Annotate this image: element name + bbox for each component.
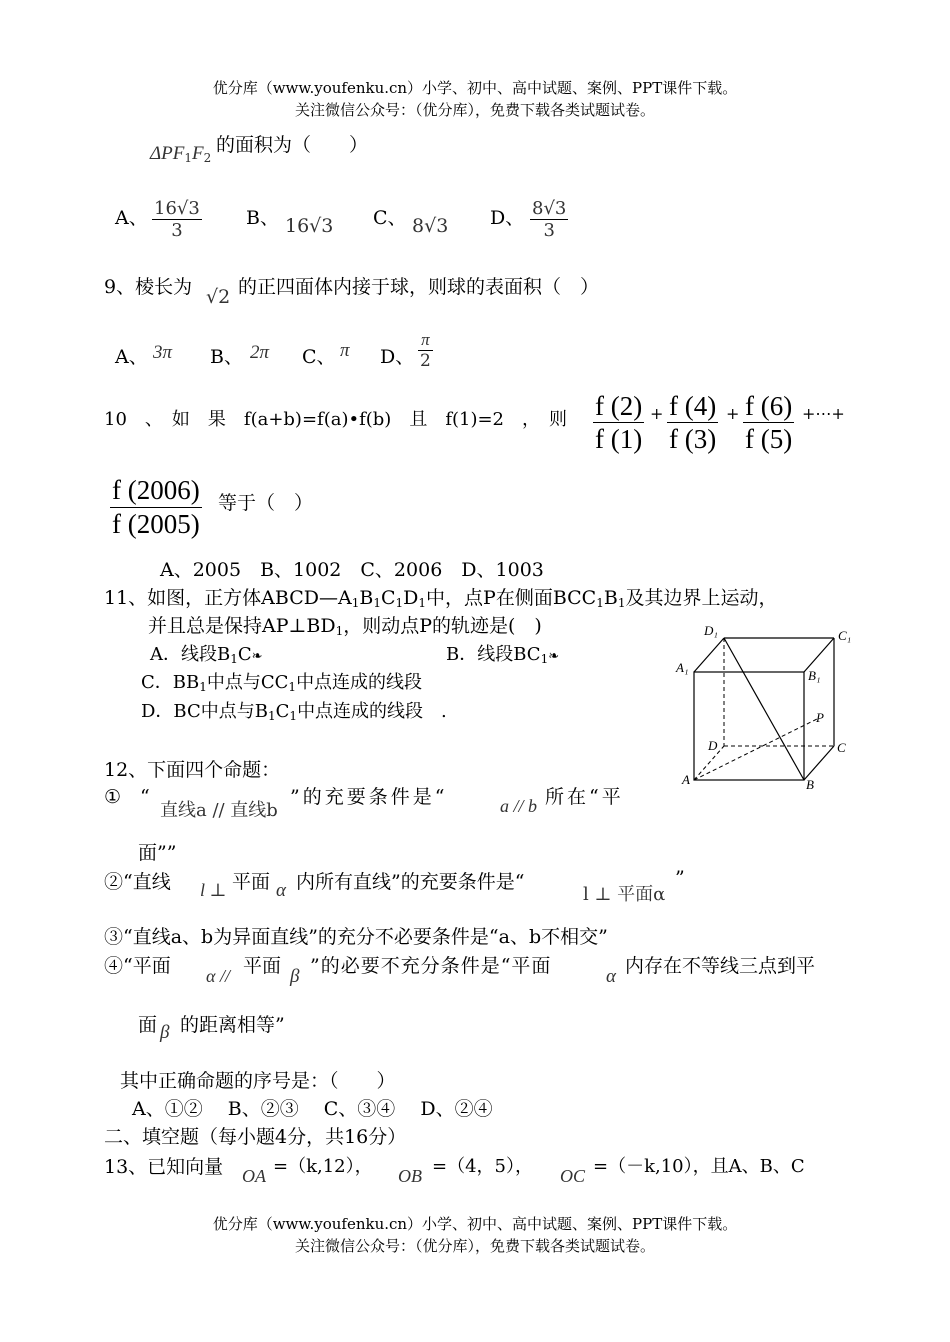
q12-p1-math-2: a // b [500, 796, 538, 816]
q11-line-2: 并且总是保持$AP\perp BD_1$，则动点P的轨迹是( ) [148, 615, 542, 638]
q8-opt-d-label: D、 [490, 207, 525, 229]
q12-p4-a: ④“平面 [104, 955, 171, 977]
q12-p1-a: ① “ [104, 786, 150, 808]
q8-text: 的面积为（ ） [216, 134, 369, 156]
q12-p4-math-3: α [606, 966, 616, 987]
mouse-glyph-icon: ❧ [251, 649, 263, 664]
label-d1: D₁ [704, 623, 718, 638]
q8-triangle: $\Delta PF_1F_2$ [150, 143, 212, 165]
q8-opt-d-frac: $\frac{8√3}{3}$ [532, 198, 567, 241]
label-d: D [708, 738, 718, 753]
q8-opt-b: 16√3 [285, 215, 334, 237]
q9-suffix: 的正四面体内接于球，则球的表面积（ ） [238, 276, 600, 298]
q9-opt-c: π [340, 340, 350, 361]
q11-opt-c: C．$BB_1$中点与$CC_1$中点连成的线段 [141, 672, 423, 694]
q12-p4-f: 的距离相等” [180, 1014, 285, 1036]
label-b1: B₁ [808, 668, 821, 683]
q12-p4-e: 面 [138, 1014, 158, 1036]
q9-opt-d-frac: $\frac{\pi}{2}$ [420, 330, 431, 371]
q10-prefix: 10 、 如 果 f(a+b)=f(a)•f(b) 且 f(1)=2 ， 则 [104, 409, 568, 430]
q9-opt-d-label: D、 [380, 346, 415, 368]
q11-opt-b: B．线段$BC_1❧$ [446, 644, 560, 666]
q12-p2-math-3: l ⊥ 平面α [583, 884, 666, 905]
q13-ob: OB [398, 1166, 422, 1186]
q12-p4-b: 平面 [243, 955, 282, 977]
q8-opt-a-label: A、 [115, 207, 148, 229]
label-c1: C₁ [838, 628, 852, 643]
q12-p1-b: ”的充要条件是“ [290, 786, 448, 808]
label-c: C [837, 740, 846, 755]
q10-frac-4: $\frac{f (2006)}{f (2005)}$ [112, 475, 200, 539]
q12-p2-c: 内所有直线”的充要条件是“ [296, 871, 525, 893]
section-2-title: 二、填空题（每小题4分，共16分） [104, 1126, 407, 1148]
q13-c: =（4，5）， [432, 1156, 533, 1177]
q8-opt-a-frac: $\frac{16√3}{3}$ [154, 198, 200, 241]
q12-p2-b: 平面 [232, 871, 271, 893]
q9-prefix: 9、棱长为 [104, 276, 193, 298]
q13-a: 13、已知向量 [104, 1156, 224, 1178]
footer-line-1: 优分库（www.youfenku.cn）小学、初中、高中试题、案例、PPT课件下载。 [212, 1215, 738, 1233]
q13-oa: OA [242, 1166, 266, 1186]
q11-opt-d: D．BC中点与$B_1C_1$中点连成的线段 . [141, 701, 447, 723]
q12-p4-math-2: β [290, 966, 300, 987]
q12-p2-math-2: α [276, 880, 286, 901]
q10-frac-2: $\frac{f (4)}{f (3)}$ [669, 391, 717, 454]
q12-p2-a: ②“直线 [104, 871, 171, 893]
q13-b: =（k,12）， [273, 1156, 373, 1177]
q10-tail: +⋯+ [802, 404, 845, 423]
q12-p1-c: 所在“平 [545, 786, 624, 808]
q9-opt-b-label: B、 [210, 346, 243, 368]
q13-d: =（－k,10），且A、B、C [593, 1156, 805, 1177]
q10-equals: 等于（ ） [218, 492, 314, 514]
q12-p4-d: 内存在不等线三点到平 [625, 955, 816, 977]
header-line-2: 关注微信公众号：（优分库），免费下载各类试题试卷。 [294, 101, 655, 119]
q9-opt-c-label: C、 [302, 346, 336, 368]
footer-line-2: 关注微信公众号：（优分库），免费下载各类试题试卷。 [294, 1237, 655, 1255]
label-p: P [816, 710, 824, 725]
q12-p2-math-1: l ⊥ [200, 880, 227, 900]
header-line-1: 优分库（www.youfenku.cn）小学、初中、高中试题、案例、PPT课件下载。 [212, 79, 738, 97]
q9-root: √2 [206, 286, 231, 308]
q9-opt-a: 3π [153, 342, 173, 363]
q12-options: A、①② B、②③ C、③④ D、②④ [132, 1098, 493, 1120]
q9-opt-b: 2π [250, 342, 270, 363]
cube-diagonal-d1b [724, 638, 804, 780]
cube-front-face [694, 672, 804, 780]
q10-frac-3: $\frac{f (6)}{f (5)}$ [745, 391, 793, 454]
q12-p3: ③“直线a、b为异面直线”的充分不必要条件是“a、b不相交” [104, 926, 608, 948]
q12-p2-d: ” [675, 867, 685, 889]
q12-title: 12、下面四个命题： [104, 759, 281, 781]
q12-p4-c: ”的必要不充分条件是“平面 [310, 955, 552, 977]
q12-p1-d: 面”” [138, 842, 177, 864]
q12-p4-math-1: α // [206, 966, 230, 986]
q12-p1-math-1: 直线a // 直线b [160, 800, 278, 821]
cube-figure [672, 622, 862, 797]
q11-line-1: 11、如图，正方体$ABCD—A_1B_1C_1D_1$中，点P在侧面$BCC_1B_1$及其边界上运动， [104, 587, 778, 610]
q8-opt-c-label: C、 [373, 207, 407, 229]
q10-plus-1: + [650, 404, 664, 423]
label-a: A [682, 772, 690, 787]
q8-opt-b-label: B、 [246, 207, 279, 229]
q10-plus-2: + [726, 404, 740, 423]
q9-opt-a-label: A、 [115, 346, 148, 368]
q11-opt-a: A．线段$B_1C❧$ [150, 644, 263, 666]
mouse-glyph-icon: ❧ [548, 649, 560, 664]
cube-edge-b1c1 [804, 638, 834, 672]
q13-oc: OC [560, 1166, 586, 1186]
cube-edge-a1d1 [694, 638, 724, 672]
cube-edge-bc [804, 746, 834, 780]
q10-frac-1: $\frac{f (2)}{f (1)}$ [595, 391, 643, 454]
q10-options: A、2005 B、1002 C、2006 D、1003 [160, 559, 544, 581]
q8-opt-c: 8√3 [412, 215, 449, 237]
q12-ask: 其中正确命题的序号是：（ ） [120, 1070, 396, 1092]
q12-p4-math-4: β [160, 1022, 170, 1043]
label-a1: A₁ [676, 660, 689, 675]
label-b: B [806, 777, 814, 792]
